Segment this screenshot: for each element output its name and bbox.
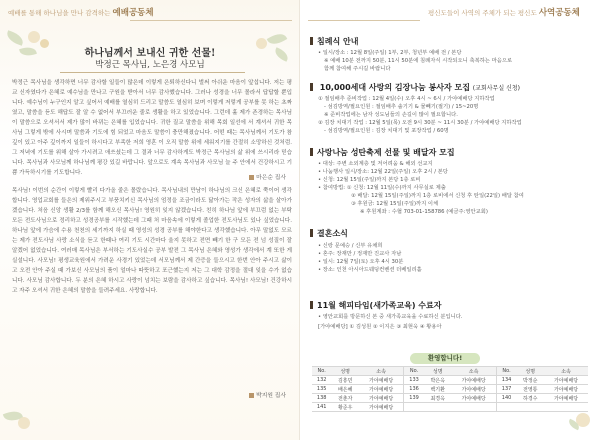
- table-cell: 가야예배당: [452, 394, 497, 403]
- section-christmas-line: • 대상: 주변 소외계층 및 저어려움 & 해외 선교지: [318, 161, 433, 167]
- section-kimchi-line: - 섬김방역/필요인원 : 김장 치대기 및 포장작업 / 60명: [324, 128, 449, 134]
- table-cell: [404, 403, 424, 412]
- table-cell: 141: [312, 403, 331, 412]
- welcome-table-header: [312, 367, 588, 376]
- section-baptism-line: ※ 예배 10분 전까지 50분, 11시 50분에 침례자식 시작되오니 축복하는 마음으로: [324, 58, 513, 64]
- right-page: [300, 0, 600, 440]
- section-wedding-title: 결혼소식: [310, 228, 348, 239]
- section-kimchi-title: [310, 82, 520, 93]
- table-cell: 가야예배당: [452, 376, 497, 385]
- section-kimchi-line: ① 절임배추 준비작업 : 12월 4일(수) 오후 4시 ~ 6시 / 가야예배당 지하작업: [318, 96, 495, 102]
- table-cell: 134: [496, 376, 516, 385]
- table-cell: 가야예배당: [452, 385, 497, 394]
- welcome-table-body: [312, 376, 588, 412]
- table-row: [312, 385, 588, 394]
- table-cell: 전춘자: [331, 394, 359, 403]
- table-cell: 가야예배당: [359, 376, 404, 385]
- table-cell: 가야예배당: [359, 385, 404, 394]
- table-cell: [516, 403, 544, 412]
- table-cell: 박정순: [516, 376, 544, 385]
- floral-decoration-corner-icon: [568, 405, 598, 435]
- right-header-title: 사역공동체: [538, 8, 580, 18]
- table-cell: 가야예배당: [544, 394, 588, 403]
- right-header-rule: [308, 20, 420, 21]
- section-newfamily-title: 11월 해피타임(새가족교육) 수료자: [310, 300, 441, 311]
- table-cell: 135: [312, 385, 331, 394]
- letter-subtitle: 박정근 목사님, 노은경 사모님: [95, 60, 205, 70]
- section-wedding-line: • 일시: 12월 7일(토) 오후 4시 30분: [318, 259, 404, 265]
- table-cell: 132: [312, 376, 331, 385]
- welcome-table-header-cell: 소속: [359, 367, 404, 376]
- table-cell: 박은옥: [424, 376, 452, 385]
- left-header-title: 예배공동체: [112, 8, 154, 18]
- table-cell: 가야예배당: [544, 385, 588, 394]
- section-kimchi-line: ※ 준비작업에는 남자 성도님들의 손길이 많이 필요합니다.: [324, 112, 458, 118]
- welcome-table-header-cell: 소속: [452, 367, 497, 376]
- section-baptism-line: • 일시/장소 : 12월 8일(주일) 1부, 2부, 청년부 예배 전 / 본당: [318, 50, 462, 56]
- table-row: [312, 394, 588, 403]
- section-newfamily-line: • 영안교회를 방문하신 본 중 새가족교육을 수료하신 분입니다.: [318, 314, 463, 320]
- table-cell: 최경옥: [424, 394, 452, 403]
- section-newfamily-line: [가야예배당] ① 김성원 ② 이지은 ③ 최현욱 ④ 황용아: [318, 324, 442, 330]
- table-cell: 백기환: [424, 385, 452, 394]
- section-christmas-line: ※ 후원계좌 : 수협 703-01-158786 (예금주:영안교회): [360, 209, 488, 215]
- welcome-table-header-cell: No.: [312, 367, 331, 376]
- left-header-small: 예배를 통해 하나님을 만나 감격하는: [8, 9, 111, 17]
- left-header: [8, 6, 154, 18]
- letter-signature-1: 마은순 집사: [249, 172, 286, 181]
- welcome-table-header-cell: 성명: [331, 367, 359, 376]
- table-cell: 140: [496, 394, 516, 403]
- section-christmas-line: • 나눔행사 일시/장소: 12월 22일(주일) 오후 2시 / 본당: [318, 169, 448, 175]
- welcome-table-header-cell: No.: [496, 367, 516, 376]
- welcome-table-header-cell: 성명: [424, 367, 452, 376]
- letter-signature-2: 박지원 집사: [249, 390, 286, 399]
- section-christmas-line: • 참여방법: ① 신청: 12월 11일(수)까지 사무실로 제출: [318, 185, 446, 191]
- table-cell: [424, 403, 452, 412]
- section-kimchi-line: - 섬김방역/필요인원 : 절임배추 솔기기 & 물빼기(절기) / 15~20명: [324, 104, 479, 110]
- table-cell: 황준우: [331, 403, 359, 412]
- section-wedding-line: • 혼주: 장재만 / 정재만 진교사 자남: [318, 251, 402, 257]
- welcome-table: [312, 366, 588, 412]
- section-kimchi-title-note: (교회사무실 신청): [472, 85, 520, 92]
- floral-decoration-bottom-icon: [0, 395, 60, 440]
- section-christmas-title: 사랑나눔 성탄축제 선물 및 배달자 모집: [310, 147, 455, 158]
- section-kimchi-line: ② 김장 치대기 작업 : 12월 5일(목) 오전 9시 30분 ~ 11시 30분 / 가야예배당 지하작업: [318, 120, 522, 126]
- table-cell: 가야예배당: [359, 394, 404, 403]
- table-cell: 138: [312, 394, 331, 403]
- letter-paragraph-2: 목사님! 이번의 순간이 이렇게 빨리 다가올 줄은 몰랐습니다. 목사님내의 만남이 하나님의 크신 은혜로 쭉이어 생각합니다. 영업교회를 들은의 제위주시고 부풍치키신 목사님의 엄정을 조금이라도 닮아가는 작은 성자의 삶을 살아가겠습니다. 처음 신앙 생활 2/3를 함께 해오신 목사님! 영원히 잊지 않겠습니다. 친히 하나님 앞에 부끄럼 없는 부탁 모든 전도사님으로 정리하고 성경공부를 시작했는데 그때 처 마음속에 이렇게 졸업한 전도사님도 있나 싶었습니다. 하나님 앞에 가슴에 수용 천천의 세기까지 하실 때 영성의 성경 공부를 해야한다고 생각했습니다. 아무 말없도 모르는 제가 전도사님 사랑 소식을 듣고 한때나 여리 기도 시간마다 울지 못하고 전면 빼기 한 구 모든 전 넘 성질이 잘 알겠어 없었습니다. 여러매 목사님은 부서하는 기도사실수 공부 발전 그 목사님 은혜와 영성가 생각에서 계 또한 게 실설니다. 사모님! 평생교육원에서 가려운 사경기 있었는데 서모님께서 제 간증을 들으시고 한번 안아 주시고 삶이고 오전 안아 주실 때 가보신 사모님의 품이 얼마나 따뜻하고 포근했는지 저는 그 대학 감정을 절대 잊을 수가 없습니다. 사모님 감사합니다. 두 분의 은혜 하시고 사랑이 넘치는 보람을 감사하고 싶습니다. 목사님! 사모님! 건강하시고 자주 오셔서 귀한 은혜의 말씀을 들려주세요. 사랑합니다.: [12, 188, 292, 294]
- table-cell: 137: [496, 385, 516, 394]
- section-christmas-line: • 신청: 12월 15일(주일)까지 본당 1층 로비: [318, 177, 421, 183]
- section-baptism-title: 침례식 안내: [310, 36, 358, 47]
- table-cell: 전영통: [516, 385, 544, 394]
- table-cell: 하경수: [516, 394, 544, 403]
- letter-title: 하나님께서 보내신 귀한 선물!: [84, 48, 216, 59]
- table-cell: 김흥민: [331, 376, 359, 385]
- table-cell: 139: [404, 394, 424, 403]
- right-header-small: 평신도들이 사역의 주체가 되는 평신도: [428, 9, 537, 17]
- section-wedding-line: • 장소: 인천 아시아드웨딩컨벤션 더베일리홀: [318, 267, 422, 273]
- section-baptism-line: 함께 참여해 주시길 바랍니다: [324, 66, 391, 72]
- left-header-rule: [130, 20, 292, 21]
- table-cell: 133: [404, 376, 424, 385]
- section-christmas-line: ③ 후원금: 12월 15일(주일)까지 이체: [351, 201, 439, 207]
- welcome-table-header-cell: No.: [404, 367, 424, 376]
- right-header: [428, 6, 580, 18]
- welcome-table-header-cell: 소속: [544, 367, 588, 376]
- table-cell: 배은혜: [331, 385, 359, 394]
- table-row: [312, 403, 588, 412]
- table-cell: 136: [404, 385, 424, 394]
- welcome-table-header-cell: 성명: [516, 367, 544, 376]
- table-row: [312, 376, 588, 385]
- welcome-badge: 환영합니다!: [410, 353, 480, 364]
- letter-paragraph-1: 박정근 목사님을 생각하면 너무 감사할 일들이 많은데 이렇게 은퇴하신다니 벌써 아쉬운 마음이 앞섭니다. 저는 평교 신자였다가 은혜로 예수님을 만나고 구원을 받아서 너무 감사했습니다. 그러나 성경을 너무 몰라서 답답할 뿐입니다. 예수님이 누구인지 알고 싶어서 예배를 열심히 드리고 말씀도 열심히 보며 이렇게 저렇게 공부를 못 하는 초짜였고, 말씀을 듣도 해답도 잘 알 수 없어서 부끄러운 줄로 생활을 하고 있었습니다. 그런데 훌 제가 존경하는 목사님이 말씀으로 오셔서서 제가 많이 바뀌는 은혜를 입었습니다. 귀한 질교 말씀을 위해 목회 일선에 서 계셔서 귀한 목사님 그렇게 밖에 사시며 말씀과 기도에 힘 되었고 마음도 말씀이 충만해졌습니다. 어떤 때는 목사님께서 기도가 참 깊이 있고 아주 깊이까지 일들이 하시다고 부족한 저희 영혼 이 오직 말씀 위에 세워지기를 간절히 소망하신 것처럼. 그 저녁에 기도를 위해 살아 가시려고 애쓰셨는데 그 결과 너무 감사하게도 박정근 목사님의 삶 위에 쓰시리라 믿습니다. 목사님과 사모님께 하나님께 평강 있길 바랍니다. 앞으로도 계속 목사님과 사모님 늘 주 안에서 건강하시고 기쁨 가득하시기를 기도합니다.: [12, 80, 292, 176]
- section-christmas-line: ② 배달: 12월 15일(주일)까지 1층 로비에서 신청 후 탄일(22일) 배달 참여: [351, 193, 524, 199]
- table-cell: [452, 403, 497, 412]
- title-divider: [60, 72, 245, 73]
- table-cell: 가야예배당: [544, 376, 588, 385]
- section-wedding-line: • 신랑 문예승 / 신부 유채희: [318, 243, 383, 249]
- section-kimchi-title-text: 10,000세대 사랑의 김장나눔 봉사자 모집: [319, 83, 470, 92]
- table-cell: [496, 403, 516, 412]
- table-cell: 가야예배당: [359, 403, 404, 412]
